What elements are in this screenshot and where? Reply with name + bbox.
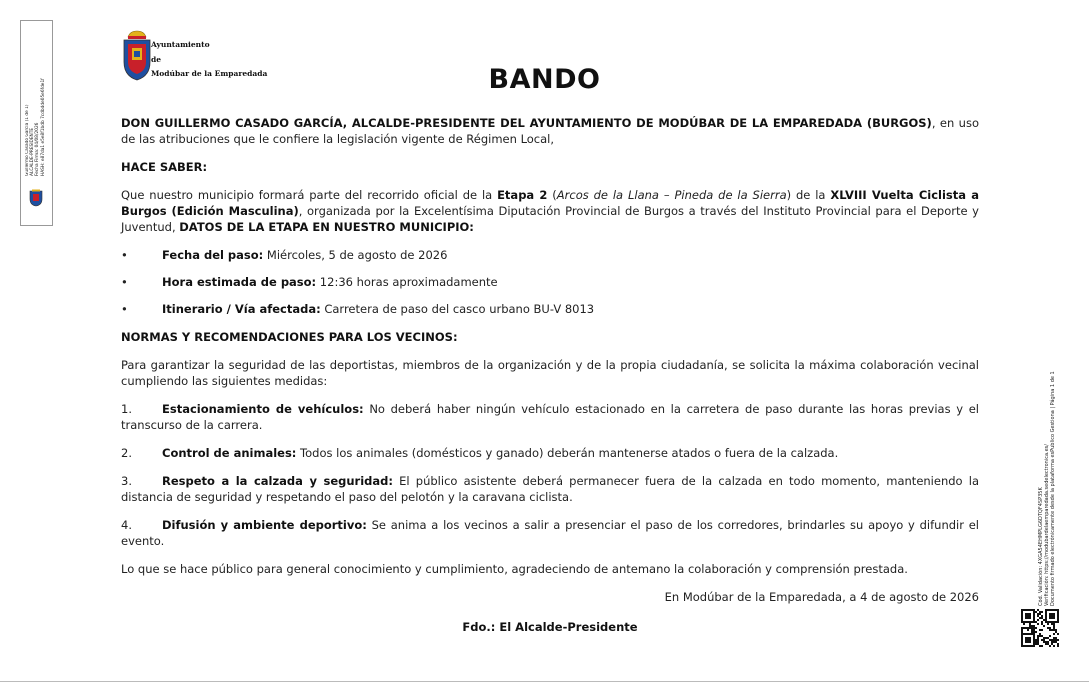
stage-data-heading: DATOS DE LA ETAPA EN NUESTRO MUNICIPIO: (179, 220, 474, 234)
measure-text: Todos los animales (domésticos y ganado) deberán mantenerse atados o fuera de la calzada. (296, 446, 839, 460)
measure-label: Respeto a la calzada y seguridad: (162, 474, 393, 488)
stage-route: Arcos de la Llana – Pineda de la Sierra (556, 188, 787, 202)
bullet-icon: • (121, 302, 128, 316)
intro-rest: , en uso de las atribuciones que le confiere la legislación vigente de Régimen Local, (121, 116, 979, 146)
measure-text: No deberá haber ningún vehículo estacionado en la carretera de paso durante las horas previas y el transcurso de la carrera. (121, 402, 979, 432)
normas-heading: NORMAS Y RECOMENDACIONES PARA LOS VECINOS: (121, 330, 458, 344)
signature-date: Fecha Firma: 04/08/2026 (35, 122, 41, 176)
bullet-value: Miércoles, 5 de agosto de 2026 (263, 248, 448, 262)
measure-number: 1. (121, 402, 132, 416)
intro-paragraph (121, 115, 979, 147)
measure-number: 3. (121, 474, 132, 488)
document-title: BANDO (488, 64, 601, 95)
validation-platform: Documento firmado electrónicamente desde la plataforma esPublico Gestiona | Página 1 de 1 (1050, 371, 1056, 606)
place-and-date: En Modúbar de la Emparedada, a 4 de agosto de 2026 (664, 590, 979, 604)
bullet-route (121, 301, 979, 317)
validation-code: Cód. Validación: 4XGA54EHMPLG6DTQF4SP35K (1038, 487, 1044, 606)
validation-url: Verificación: https://modubardelaemparedada.sedelectronica.es/ (1044, 444, 1050, 606)
measure-item (121, 517, 979, 549)
signature-line: Fdo.: El Alcalde-Presidente (462, 620, 638, 634)
signature-stamp (25, 36, 47, 176)
measure-item (121, 445, 979, 461)
stage-text-b: ( (547, 188, 557, 202)
hace-saber-heading: HACE SABER: (121, 160, 208, 174)
measure-number: 4. (121, 518, 132, 532)
measure-item (121, 473, 979, 505)
normas-intro: Para garantizar la seguridad de las deportistas, miembros de la organización y de la propia ciudadanía, se solicita la máxima colaboración vecinal cumpliendo las siguientes medidas: (121, 358, 979, 388)
measure-item (121, 401, 979, 433)
stage-number: Etapa 2 (497, 188, 548, 202)
bullet-time (121, 274, 979, 290)
event-name: XLVIII Vuelta Ciclista a Burgos (Edición Masculina) (121, 188, 979, 218)
measure-text: El público asistente deberá permanecer fuera de la calzada en todo momento, manteniendo la distancia de seguridad y respetando el paso del pelotón y la caravana ciclista. (121, 474, 979, 504)
document-body (121, 115, 979, 635)
bullet-label: Hora estimada de paso: (162, 275, 317, 289)
measure-label: Control de animales: (162, 446, 297, 460)
bullet-value: 12:36 horas aproximadamente (316, 275, 498, 289)
stage-text-a: Que nuestro municipio formará parte del recorrido oficial de la (121, 188, 498, 202)
measure-label: Difusión y ambiente deportivo: (162, 518, 367, 532)
org-name-line3: Modúbar de la Emparedada (151, 69, 268, 78)
signature-shield-icon (29, 189, 43, 207)
bullet-value: Carretera de paso del casco urbano BU-V 8013 (320, 302, 595, 316)
measure-label: Estacionamiento de vehículos: (162, 402, 364, 416)
bullet-icon: • (121, 248, 128, 262)
signature-name: Guillermo Casado García (1 de 1) (25, 104, 30, 176)
bullet-label: Fecha del paso: (162, 248, 264, 262)
bullet-date (121, 247, 979, 263)
mayor-name: DON GUILLERMO CASADO GARCÍA, ALCALDE-PRESIDENTE DEL AYUNTAMIENTO DE MODÚBAR DE LA EMPAREDADA (BURGOS) (121, 116, 932, 130)
stage-paragraph (121, 187, 979, 235)
bullet-icon: • (121, 275, 128, 289)
closing-paragraph: Lo que se hace público para general conocimiento y cumplimiento, agradeciendo de antemano la colaboración y comprensión prestada. (121, 562, 908, 576)
bullet-label: Itinerario / Vía afectada: (162, 302, 321, 316)
qr-code-icon (1021, 609, 1059, 647)
measure-text: Se anima a los vecinos a salir a presenciar el paso de los corredores, brindarles su apoyo y difundir el evento. (121, 518, 980, 548)
org-name-line1: Ayuntamiento (151, 40, 210, 49)
stage-text-d: , organizada por la Excelentísima Diputación Provincial de Burgos a través del Instituto Provincial para el Deporte y Juventud, (121, 204, 979, 234)
signature-hash: HASH: e87da1 e5e8f1bdb 7cdbdde05e6fde1f (40, 78, 46, 176)
signature-role: ALCALDE-PRESIDENTE (30, 127, 36, 176)
org-name-line2: de (151, 55, 162, 64)
validation-stamp (1038, 316, 1066, 606)
stage-text-c: ) de la (786, 188, 831, 202)
measure-number: 2. (121, 446, 132, 460)
